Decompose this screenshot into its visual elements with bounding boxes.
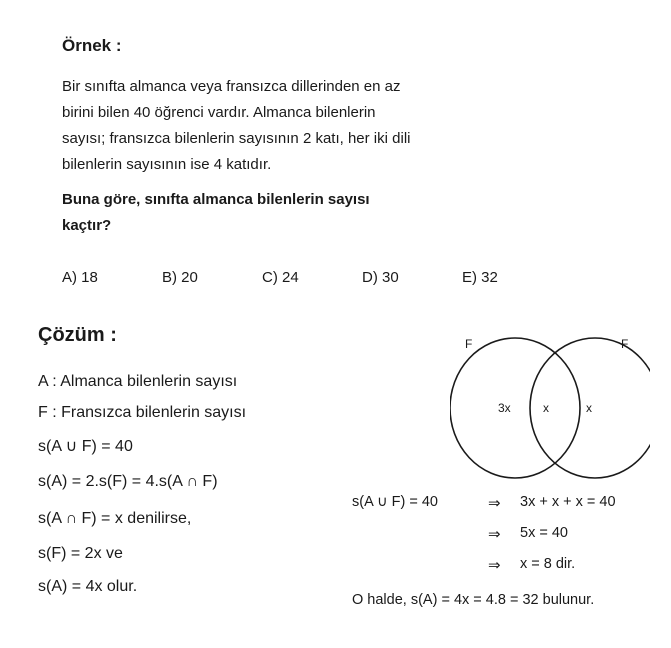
option-d: D) 30 xyxy=(362,269,399,286)
question-line-4: bilenlerin sayısının ise 4 katıdır. xyxy=(62,156,272,173)
question-prompt-line-2: kaçtır? xyxy=(62,217,112,234)
question-line-1: Bir sınıfta almanca veya fransızca dillerinden en az xyxy=(62,78,401,95)
option-e: E) 32 xyxy=(462,269,498,286)
implies-arrow-1: ⇒ xyxy=(488,495,501,512)
solution-line-1: A : Almanca bilenlerin sayısı xyxy=(38,373,238,390)
left-set-circle xyxy=(450,338,580,478)
solution-heading: Çözüm : xyxy=(38,324,117,346)
work-step-3: x = 8 dir. xyxy=(520,556,576,572)
conclusion: O halde, s(A) = 4x = 4.8 = 32 bulunur. xyxy=(352,592,595,608)
left-set-label: F xyxy=(465,337,473,351)
solution-line-6: s(F) = 2x ve xyxy=(38,545,123,562)
right-set-label: F xyxy=(621,337,629,351)
right-only-region-label: x xyxy=(586,401,592,415)
work-step-1: 3x + x + x = 40 xyxy=(520,494,616,510)
implies-arrow-2: ⇒ xyxy=(488,526,501,543)
option-c: C) 24 xyxy=(262,269,299,286)
intersection-region-label: x xyxy=(543,401,549,415)
question-line-2: birini bilen 40 öğrenci vardır. Almanca bilenlerin xyxy=(62,104,376,121)
example-heading: Örnek : xyxy=(62,36,122,55)
option-a: A) 18 xyxy=(62,269,98,286)
question-line-3: sayısı; fransızca bilenlerin sayısının 2 katı, her iki dili xyxy=(62,130,411,147)
venn-diagram xyxy=(450,332,650,484)
option-b: B) 20 xyxy=(162,269,198,286)
work-lhs: s(A ∪ F) = 40 xyxy=(352,494,438,510)
left-only-region-label: 3x xyxy=(498,401,511,415)
solution-line-3: s(A ∪ F) = 40 xyxy=(38,438,133,455)
work-step-2: 5x = 40 xyxy=(520,525,568,541)
implies-arrow-3: ⇒ xyxy=(488,557,501,574)
solution-line-7: s(A) = 4x olur. xyxy=(38,578,138,595)
solution-line-5: s(A ∩ F) = x denilirse, xyxy=(38,510,192,527)
solution-line-2: F : Fransızca bilenlerin sayısı xyxy=(38,404,247,421)
solution-line-4: s(A) = 2.s(F) = 4.s(A ∩ F) xyxy=(38,473,218,490)
question-prompt-line-1: Buna göre, sınıfta almanca bilenlerin sayısı xyxy=(62,191,370,208)
